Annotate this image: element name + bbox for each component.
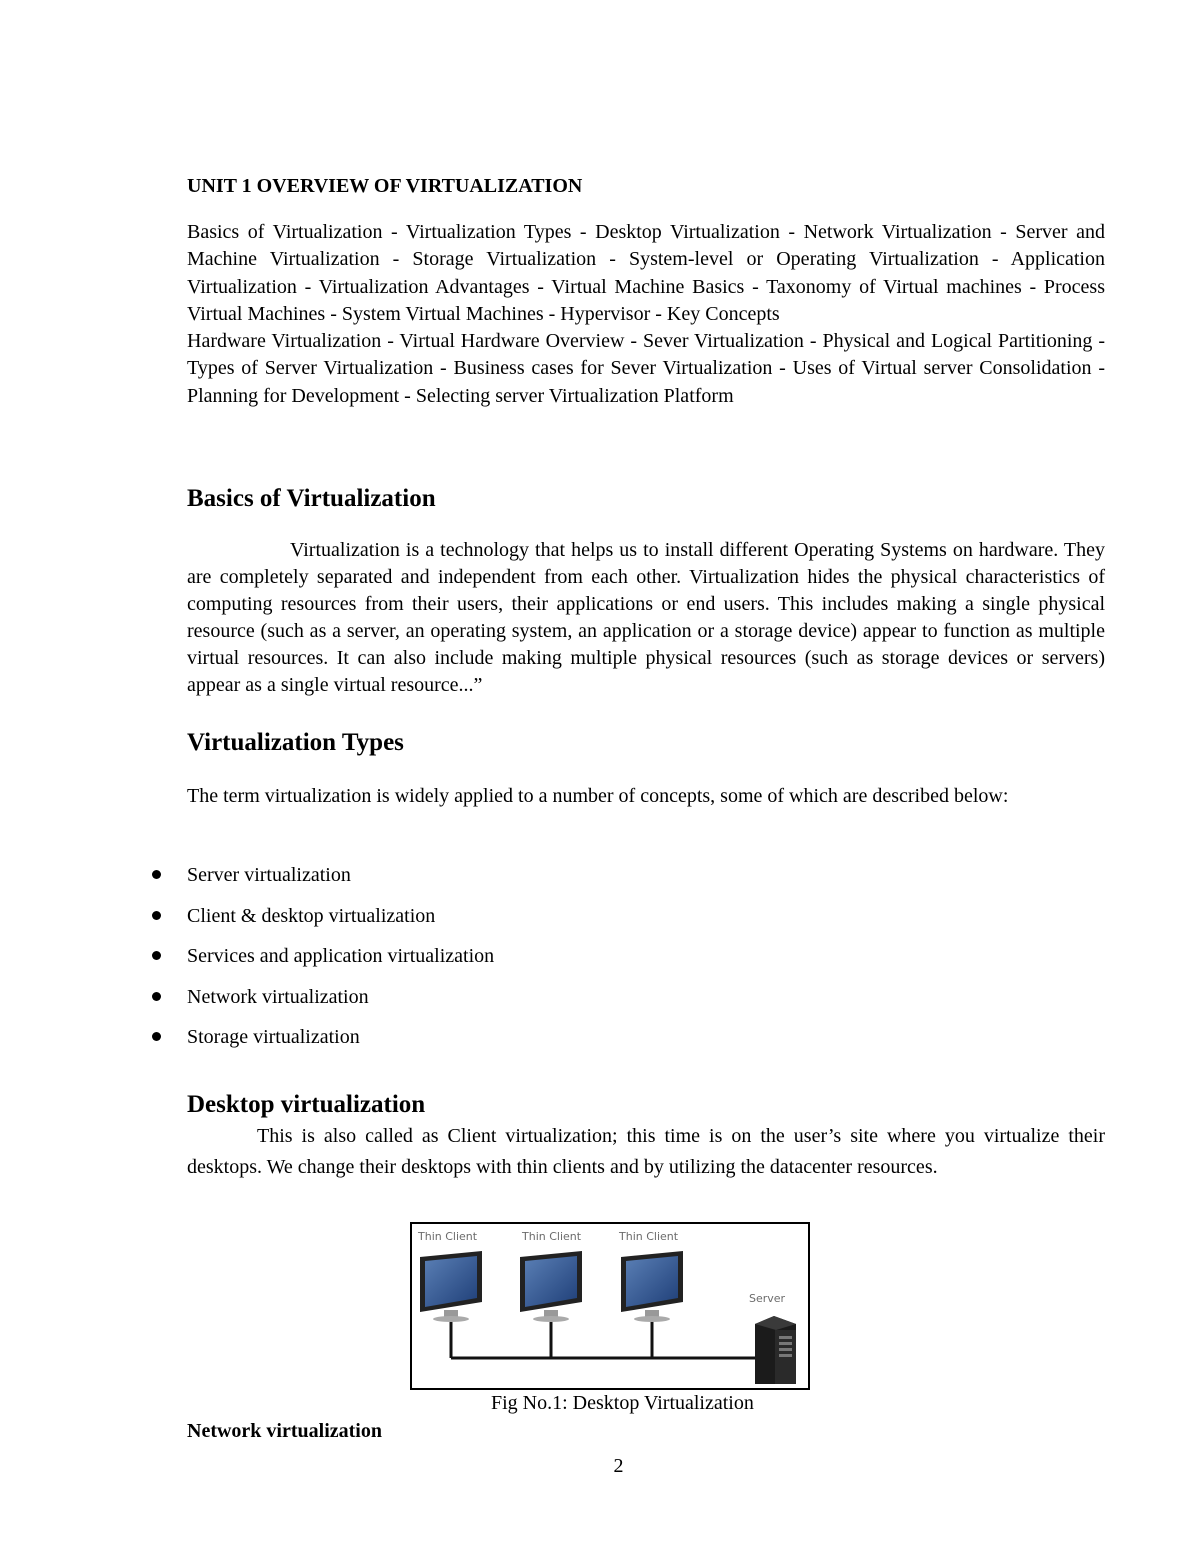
unit-title: UNIT 1 OVERVIEW OF VIRTUALIZATION: [187, 175, 583, 197]
bullet-icon: [152, 911, 161, 920]
basics-paragraph: Virtualization is a technology that helps us to install different Operating Systems on hardware. They are completely separated and independent from each other. Virtualization hides the physical characteristics of computing resources from their users, their applications or end users. This includes making a single physical resource (such as a server, an operating system, an application or a storage device) appear to function as multiple virtual resources. It can also include making multiple physical resources (such as storage devices or servers) appear as a single virtual resource...”: [187, 539, 1105, 696]
desktop-paragraph: This is also called as Client virtualization; this time is on the user’s site where you virtualize their desktops. We change their desktops with thin clients and by utilizing the datacenter resources.: [187, 1125, 1105, 1178]
syllabus-block: [187, 219, 1105, 410]
thin-client-diagram: [412, 1224, 808, 1388]
thin-client-label-3: Thin Client: [619, 1230, 679, 1243]
list-item-text: Network virtualization: [187, 985, 369, 1008]
bullet-icon: [152, 992, 161, 1001]
list-item: [145, 1022, 494, 1063]
server-icon: [755, 1316, 796, 1384]
bullet-icon: [152, 951, 161, 960]
list-item: [145, 982, 494, 1023]
thin-client-label-1: Thin Client: [418, 1230, 478, 1243]
basics-heading: Basics of Virtualization: [187, 485, 436, 512]
monitor-icon: [621, 1251, 683, 1322]
bullet-icon: [152, 1032, 161, 1041]
monitor-icon: [420, 1251, 482, 1322]
bullet-icon: [152, 870, 161, 879]
syllabus-part-2: Hardware Virtualization - Virtual Hardware Overview - Sever Virtualization - Physical and Logical Partitioning - Types of Server Virtualization - Business cases for Sever Virtualization - Uses of Virtual server Consolidation - Planning for Development - Selecting server Virtualization Platform: [187, 330, 1105, 407]
thin-client-label-2: Thin Client: [522, 1230, 582, 1243]
network-lines: [451, 1322, 755, 1358]
network-heading: Network virtualization: [187, 1420, 382, 1442]
list-item-text: Services and application virtualization: [187, 945, 495, 967]
page-number: 2: [613, 1455, 624, 1477]
list-item: [145, 941, 494, 982]
types-list: [145, 860, 494, 1063]
list-item: [145, 901, 494, 942]
list-item: [145, 860, 494, 901]
types-heading: Virtualization Types: [187, 729, 404, 756]
types-intro: The term virtualization is widely applied to a number of concepts, some of which are described below:: [187, 785, 1009, 807]
server-label: Server: [749, 1292, 786, 1305]
figure-caption: Fig No.1: Desktop Virtualization: [491, 1392, 754, 1414]
desktop-heading: Desktop virtualization: [187, 1091, 426, 1118]
list-item-text: Storage virtualization: [187, 1026, 360, 1048]
desktop-virtualization-figure: [410, 1222, 810, 1390]
monitor-icon: [520, 1251, 582, 1322]
syllabus-part-1: Basics of Virtualization - Virtualization Types - Desktop Virtualization - Network Virtualization - Server and Machine Virtualization - Storage Virtualization - System-level or Operating Virtualization - Application Virtualization - Virtualization Advantages - Virtual Machine Basics - Taxonomy of Virtual machines - Process Virtual Machines - System Virtual Machines - Hypervisor - Key Concepts: [187, 221, 1105, 325]
list-item-text: Client & desktop virtualization: [187, 904, 436, 927]
list-item-text: Server virtualization: [187, 864, 351, 886]
